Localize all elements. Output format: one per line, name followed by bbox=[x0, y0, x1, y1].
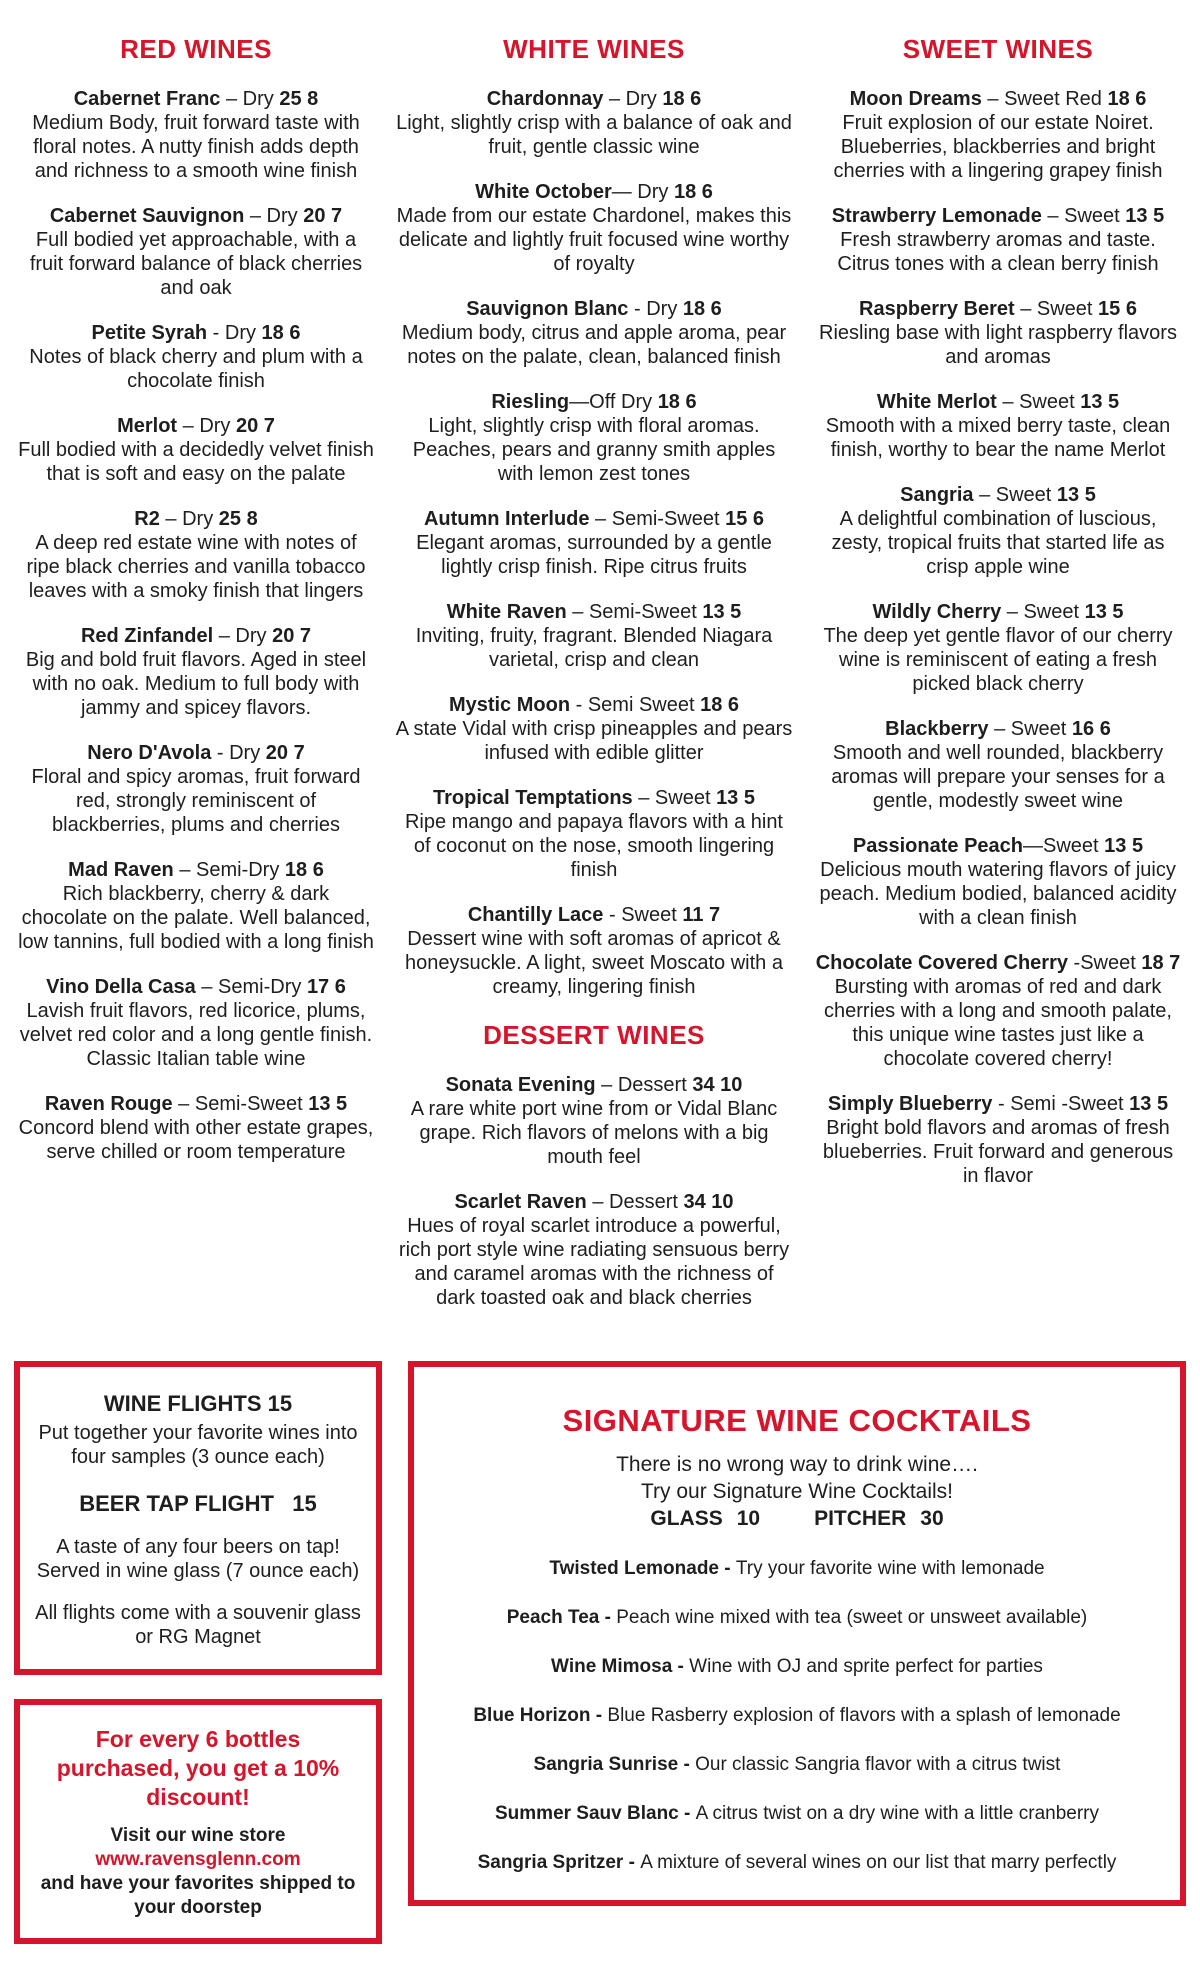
wine-title bbox=[18, 741, 374, 765]
beer-flight-title: BEER TAP FLIGHT 15 bbox=[79, 1491, 317, 1516]
column-white-wines bbox=[384, 34, 804, 1331]
wine-description: Hues of royal scarlet introduce a powerful, rich port style wine radiating sensuous berry and caramel aromas with the richness of dark toasted oak and black cherries bbox=[398, 1215, 790, 1309]
cocktail-name: Twisted Lemonade - bbox=[549, 1558, 736, 1579]
wine-item-chocolate-covered-cherry bbox=[814, 951, 1182, 1071]
wine-item-nero-d-avola bbox=[18, 741, 374, 837]
wine-description: Made from our estate Chardonel, makes this delicate and lightly fruit focused wine worthy of royalty bbox=[396, 205, 792, 275]
wine-description: Fruit explosion of our estate Noiret. Blueberries, blackberries and bright cherries with a lingering grapey finish bbox=[833, 112, 1163, 182]
wine-title bbox=[814, 951, 1182, 975]
wine-style: - Semi Sweet bbox=[570, 694, 701, 716]
wine-style: – Sweet bbox=[973, 484, 1057, 506]
wine-description: Light, slightly crisp with floral aromas. Peaches, pears and granny smith apples with lemon zest tones bbox=[412, 415, 776, 485]
wine-description: Full bodied yet approachable, with a fruit forward balance of black cherries and oak bbox=[29, 229, 363, 299]
wine-name: Raven Rouge bbox=[44, 1093, 173, 1115]
wine-title bbox=[394, 1073, 794, 1097]
wine-item-autumn-interlude bbox=[394, 507, 794, 579]
wine-title bbox=[18, 858, 374, 882]
cocktail-item-blue-horizon bbox=[428, 1704, 1166, 1727]
wine-title bbox=[18, 414, 374, 438]
discount-line-1: Visit our wine store bbox=[110, 1825, 286, 1846]
wine-title bbox=[394, 87, 794, 111]
wine-description: Rich blackberry, cherry & dark chocolate on the palate. Well balanced, low tannins, full bodied with a long finish bbox=[18, 883, 374, 953]
pitcher-price: 30 bbox=[920, 1507, 944, 1530]
wine-price: 13 5 bbox=[1129, 1093, 1169, 1115]
wine-title bbox=[814, 483, 1182, 507]
wine-style: – Dry bbox=[159, 508, 219, 530]
wine-description: Full bodied with a decidedly velvet finish that is soft and easy on the palate bbox=[18, 439, 374, 485]
section-heading-red-wines: RED WINES bbox=[120, 34, 272, 64]
wine-style: – Dry bbox=[244, 205, 304, 227]
wine-price: 18 6 bbox=[284, 859, 324, 881]
wine-name: White Merlot bbox=[876, 391, 997, 413]
wine-name: Autumn Interlude bbox=[423, 508, 590, 530]
wine-price: 20 7 bbox=[235, 415, 275, 437]
wine-price: 15 6 bbox=[725, 508, 765, 530]
wine-title bbox=[18, 624, 374, 648]
wine-style: —Sweet bbox=[1023, 835, 1105, 857]
wine-title bbox=[18, 321, 374, 345]
beer-flight-line2: Served in wine glass (7 ounce each) bbox=[36, 1560, 360, 1582]
wine-description: Notes of black cherry and plum with a chocolate finish bbox=[29, 346, 363, 392]
wine-description: Light, slightly crisp with a balance of oak and fruit, gentle classic wine bbox=[396, 112, 792, 158]
wine-description: Medium Body, fruit forward taste with floral notes. A nutty finish adds depth and richness to a smooth wine finish bbox=[32, 112, 360, 182]
wine-style: – Dry bbox=[213, 625, 273, 647]
cocktail-name: Sangria Sunrise - bbox=[533, 1754, 696, 1775]
wine-item-cabernet-franc bbox=[18, 87, 374, 183]
wine-name: Cabernet Franc bbox=[73, 88, 221, 110]
wine-style: – Dry bbox=[220, 88, 280, 110]
wine-price: 25 8 bbox=[218, 508, 258, 530]
wine-style: – Semi-Sweet bbox=[172, 1093, 309, 1115]
wine-name: Sonata Evening bbox=[445, 1074, 596, 1096]
wine-title bbox=[394, 693, 794, 717]
wine-description: Bursting with aromas of red and dark cherries with a long and smooth palate, this unique wine tastes just like a chocolate covered cherry! bbox=[824, 976, 1172, 1070]
wine-title bbox=[18, 204, 374, 228]
cocktails-heading: SIGNATURE WINE COCKTAILS bbox=[562, 1403, 1032, 1438]
wine-style: – Semi-Sweet bbox=[589, 508, 726, 530]
wine-description: Riesling base with light raspberry flavors and aromas bbox=[819, 322, 1177, 368]
wine-title bbox=[814, 204, 1182, 228]
wine-price: 18 6 bbox=[261, 322, 301, 344]
wine-item-red-zinfandel bbox=[18, 624, 374, 720]
wine-item-blackberry bbox=[814, 717, 1182, 813]
wine-name: White Raven bbox=[446, 601, 567, 623]
wine-name: Sauvignon Blanc bbox=[466, 298, 629, 320]
wine-name: Merlot bbox=[117, 415, 178, 437]
discount-line-2: and have your favorites shipped to your doorstep bbox=[40, 1873, 356, 1918]
discount-heading: For every 6 bottles purchased, you get a 10% discount! bbox=[56, 1726, 340, 1810]
wine-price: 13 5 bbox=[702, 601, 742, 623]
wine-description: Dessert wine with soft aromas of apricot & honeysuckle. A light, sweet Moscato with a creamy, lingering finish bbox=[405, 928, 783, 998]
wine-item-wildly-cherry bbox=[814, 600, 1182, 696]
cocktail-description: Peach wine mixed with tea (sweet or unsweet available) bbox=[616, 1607, 1088, 1628]
wine-price: 13 5 bbox=[1084, 601, 1124, 623]
cocktail-description: Wine with OJ and sprite perfect for parties bbox=[689, 1656, 1043, 1677]
wine-price: 20 7 bbox=[303, 205, 343, 227]
wine-price: 18 6 bbox=[700, 694, 740, 716]
wine-style: – Dessert bbox=[595, 1074, 693, 1096]
wine-item-mystic-moon bbox=[394, 693, 794, 765]
wine-name: Passionate Peach bbox=[852, 835, 1023, 857]
wine-item-white-raven bbox=[394, 600, 794, 672]
wine-item-simply-blueberry bbox=[814, 1092, 1182, 1188]
wine-item-white-october bbox=[394, 180, 794, 276]
cocktail-description: A mixture of several wines on our list that marry perfectly bbox=[640, 1852, 1117, 1873]
wine-price: 18 6 bbox=[673, 181, 713, 203]
wine-style: – Dessert bbox=[586, 1191, 684, 1213]
wine-item-sauvignon-blanc bbox=[394, 297, 794, 369]
wine-description: Smooth with a mixed berry taste, clean finish, worthy to bear the name Merlot bbox=[825, 415, 1171, 461]
wine-price: 25 8 bbox=[279, 88, 319, 110]
wine-item-petite-syrah bbox=[18, 321, 374, 393]
wine-price: 18 6 bbox=[657, 391, 697, 413]
wine-title bbox=[814, 717, 1182, 741]
wine-price: 13 5 bbox=[1125, 205, 1165, 227]
wine-name: Tropical Temptations bbox=[433, 787, 633, 809]
wine-style: – Sweet bbox=[1014, 298, 1099, 320]
wine-style: - Sweet bbox=[603, 904, 683, 926]
wine-style: - Dry bbox=[211, 742, 266, 764]
wine-style: – Semi-Dry bbox=[195, 976, 307, 998]
wine-description: Floral and spicy aromas, fruit forward red, strongly reminiscent of blackberries, plums and cherries bbox=[31, 766, 361, 836]
wine-style: —Off Dry bbox=[569, 391, 658, 413]
wine-item-chantilly-lace bbox=[394, 903, 794, 999]
wine-item-raven-rouge bbox=[18, 1092, 374, 1164]
wine-item-r2 bbox=[18, 507, 374, 603]
wine-style: – Sweet bbox=[1041, 205, 1126, 227]
wine-name: Blackberry bbox=[885, 718, 989, 740]
discount-box bbox=[14, 1699, 382, 1944]
cocktail-description: Try your favorite wine with lemonade bbox=[735, 1558, 1045, 1579]
wine-item-moon-dreams bbox=[814, 87, 1182, 183]
wine-item-sangria bbox=[814, 483, 1182, 579]
wine-price: 13 5 bbox=[308, 1093, 348, 1115]
cocktail-name: Blue Horizon - bbox=[473, 1705, 608, 1726]
column-red-wines bbox=[8, 34, 384, 1331]
wine-name: White October bbox=[475, 181, 612, 203]
cocktail-item-peach-tea bbox=[428, 1606, 1166, 1629]
wine-title bbox=[394, 390, 794, 414]
wine-name: R2 bbox=[134, 508, 160, 530]
wine-description: Concord blend with other estate grapes, serve chilled or room temperature bbox=[18, 1117, 374, 1163]
wine-name: Riesling bbox=[491, 391, 570, 413]
wine-flights-title: WINE FLIGHTS 15 bbox=[103, 1391, 293, 1416]
wine-name: Wildly Cherry bbox=[872, 601, 1002, 623]
wine-description: Lavish fruit flavors, red licorice, plums, velvet red color and a long gentle finish. Classic Italian table wine bbox=[19, 1000, 373, 1070]
wine-price: 20 7 bbox=[265, 742, 305, 764]
section-heading-sweet-wines: SWEET WINES bbox=[902, 34, 1094, 64]
wine-description: A rare white port wine from or Vidal Blanc grape. Rich flavors of melons with a big mouth feel bbox=[410, 1098, 778, 1168]
wine-name: Sangria bbox=[900, 484, 974, 506]
cocktail-description: Blue Rasberry explosion of flavors with a splash of lemonade bbox=[607, 1705, 1121, 1726]
wine-style: – Dry bbox=[177, 415, 236, 437]
cocktail-description: Our classic Sangria flavor with a citrus twist bbox=[695, 1754, 1061, 1775]
cocktails-prices bbox=[428, 1507, 1166, 1531]
wine-description: Delicious mouth watering flavors of juicy peach. Medium bodied, balanced acidity with a clean finish bbox=[819, 859, 1177, 929]
wine-name: Simply Blueberry bbox=[827, 1093, 993, 1115]
wine-style: – Sweet bbox=[996, 391, 1081, 413]
wine-item-sonata-evening bbox=[394, 1073, 794, 1169]
wine-style: – Sweet bbox=[988, 718, 1072, 740]
wine-name: Chantilly Lace bbox=[467, 904, 604, 926]
cocktail-item-summer-sauv-blanc bbox=[428, 1802, 1166, 1825]
cocktails-box bbox=[408, 1361, 1186, 1906]
glass-price: 10 bbox=[736, 1507, 761, 1530]
wine-price: 34 10 bbox=[683, 1191, 734, 1213]
wine-name: Strawberry Lemonade bbox=[831, 205, 1042, 227]
wine-price: 20 7 bbox=[272, 625, 312, 647]
wine-store-url: www.ravensglenn.com bbox=[95, 1849, 301, 1870]
wine-style: – Sweet Red bbox=[981, 88, 1108, 110]
cocktail-item-wine-mimosa bbox=[428, 1655, 1166, 1678]
wine-title bbox=[394, 507, 794, 531]
section-heading-white-wines: WHITE WINES bbox=[503, 34, 685, 64]
boxes-row bbox=[14, 1361, 1186, 1944]
cocktail-item-sangria-sunrise bbox=[428, 1753, 1166, 1776]
wine-title bbox=[814, 297, 1182, 321]
wine-style: -Sweet bbox=[1068, 952, 1142, 974]
wine-name: Petite Syrah bbox=[91, 322, 208, 344]
wine-name: Cabernet Sauvignon bbox=[49, 205, 245, 227]
cocktails-sub-1: There is no wrong way to drink wine…. bbox=[616, 1453, 978, 1476]
wine-item-passionate-peach bbox=[814, 834, 1182, 930]
wine-title bbox=[18, 507, 374, 531]
wine-description: Elegant aromas, surrounded by a gentle lightly crisp finish. Ripe citrus fruits bbox=[416, 532, 772, 578]
wine-price: 13 5 bbox=[1080, 391, 1120, 413]
wine-title bbox=[18, 87, 374, 111]
wine-description: Ripe mango and papaya flavors with a hint of coconut on the nose, smooth lingering finish bbox=[404, 811, 783, 881]
menu-columns bbox=[0, 34, 1200, 1331]
wine-style: - Semi -Sweet bbox=[992, 1093, 1130, 1115]
wine-item-tropical-temptations bbox=[394, 786, 794, 882]
cocktail-name: Summer Sauv Blanc - bbox=[495, 1803, 696, 1824]
cocktails-sub-2: Try our Signature Wine Cocktails! bbox=[641, 1480, 953, 1503]
wine-description: A delightful combination of luscious, zesty, tropical fruits that started life as crisp apple wine bbox=[831, 508, 1165, 578]
beer-flight-line1: A taste of any four beers on tap! bbox=[56, 1536, 340, 1558]
wine-name: Nero D'Avola bbox=[87, 742, 212, 764]
wine-style: – Semi-Dry bbox=[173, 859, 285, 881]
wine-price: 18 6 bbox=[662, 88, 702, 110]
cocktail-items bbox=[428, 1557, 1166, 1874]
wine-price: 15 6 bbox=[1098, 298, 1137, 320]
wine-title bbox=[18, 1092, 374, 1116]
wine-price: 17 6 bbox=[306, 976, 346, 998]
wine-style: – Sweet bbox=[1001, 601, 1085, 623]
flights-box bbox=[14, 1361, 382, 1675]
wine-style: – Dry bbox=[603, 88, 663, 110]
wine-item-raspberry-beret bbox=[814, 297, 1182, 369]
column-sweet-wines bbox=[804, 34, 1192, 1331]
wine-price: 18 6 bbox=[1107, 88, 1147, 110]
wine-item-vino-della-casa bbox=[18, 975, 374, 1071]
wine-title bbox=[814, 87, 1182, 111]
wine-style: - Dry bbox=[628, 298, 683, 320]
wine-price: 18 6 bbox=[682, 298, 722, 320]
wine-price: 34 10 bbox=[692, 1074, 743, 1096]
wine-item-chardonnay bbox=[394, 87, 794, 159]
cocktail-name: Peach Tea - bbox=[506, 1607, 617, 1628]
wine-description: Big and bold fruit flavors. Aged in steel with no oak. Medium to full body with jammy and spicey flavors. bbox=[25, 649, 367, 719]
flights-note: All flights come with a souvenir glass or RG Magnet bbox=[35, 1602, 361, 1648]
left-boxes bbox=[14, 1361, 382, 1944]
wine-name: Chocolate Covered Cherry bbox=[815, 952, 1068, 974]
wine-title bbox=[814, 390, 1182, 414]
wine-description: The deep yet gentle flavor of our cherry wine is reminiscent of eating a fresh picked black cherry bbox=[823, 625, 1173, 695]
wine-name: Scarlet Raven bbox=[454, 1191, 587, 1213]
wine-price: 13 5 bbox=[1056, 484, 1096, 506]
wine-name: Moon Dreams bbox=[849, 88, 982, 110]
wine-price: 16 6 bbox=[1071, 718, 1111, 740]
wine-description: Medium body, citrus and apple aroma, pear notes on the palate, clean, balanced finish bbox=[401, 322, 787, 368]
wine-name: Chardonnay bbox=[486, 88, 604, 110]
wine-title bbox=[814, 1092, 1182, 1116]
wine-item-cabernet-sauvignon bbox=[18, 204, 374, 300]
wine-title bbox=[394, 903, 794, 927]
cocktail-item-sangria-spritzer bbox=[428, 1851, 1166, 1874]
pitcher-label: PITCHER bbox=[814, 1507, 907, 1530]
wine-description: A deep red estate wine with notes of ripe black cherries and vanilla tobacco leaves with a smoky finish that lingers bbox=[26, 532, 366, 602]
wine-name: Vino Della Casa bbox=[46, 976, 196, 998]
wine-title bbox=[814, 600, 1182, 624]
wine-name: Red Zinfandel bbox=[80, 625, 214, 647]
wine-name: Raspberry Beret bbox=[859, 298, 1015, 320]
wine-item-white-merlot bbox=[814, 390, 1182, 462]
wine-description: Fresh strawberry aromas and taste. Citrus tones with a clean berry finish bbox=[837, 229, 1159, 275]
wine-description: Bright bold flavors and aromas of fresh blueberries. Fruit forward and generous in flavor bbox=[822, 1117, 1174, 1187]
wine-item-mad-raven bbox=[18, 858, 374, 954]
wine-item-strawberry-lemonade bbox=[814, 204, 1182, 276]
wine-style: – Semi-Sweet bbox=[566, 601, 703, 623]
wine-style: - Dry bbox=[207, 322, 262, 344]
wine-title bbox=[394, 297, 794, 321]
wine-description: Smooth and well rounded, blackberry aromas will prepare your senses for a gentle, modestly sweet wine bbox=[831, 742, 1165, 812]
wine-item-riesling bbox=[394, 390, 794, 486]
cocktail-name: Sangria Spritzer - bbox=[477, 1852, 641, 1873]
wine-flights-desc: Put together your favorite wines into four samples (3 ounce each) bbox=[38, 1422, 358, 1468]
wine-price: 13 5 bbox=[1104, 835, 1144, 857]
wine-price: 18 7 bbox=[1141, 952, 1181, 974]
wine-price: 13 5 bbox=[716, 787, 755, 809]
wine-title bbox=[814, 834, 1182, 858]
section-heading-dessert-wines: DESSERT WINES bbox=[483, 1020, 705, 1050]
wine-price: 11 7 bbox=[682, 904, 721, 926]
wine-description: Inviting, fruity, fragrant. Blended Niagara varietal, crisp and clean bbox=[415, 625, 773, 671]
wine-title bbox=[394, 180, 794, 204]
wine-title bbox=[394, 600, 794, 624]
cocktail-description: A citrus twist on a dry wine with a little cranberry bbox=[695, 1803, 1099, 1824]
wine-title bbox=[394, 1190, 794, 1214]
wine-item-scarlet-raven bbox=[394, 1190, 794, 1310]
wine-title bbox=[394, 786, 794, 810]
wine-name: Mad Raven bbox=[68, 859, 174, 881]
wine-title bbox=[18, 975, 374, 999]
glass-label: GLASS bbox=[650, 1507, 723, 1530]
cocktail-item-twisted-lemonade bbox=[428, 1557, 1166, 1580]
wine-name: Mystic Moon bbox=[448, 694, 571, 716]
cocktail-name: Wine Mimosa - bbox=[551, 1656, 690, 1677]
wine-style: – Sweet bbox=[632, 787, 717, 809]
wine-item-merlot bbox=[18, 414, 374, 486]
wine-description: A state Vidal with crisp pineapples and pears infused with edible glitter bbox=[395, 718, 793, 764]
wine-style: — Dry bbox=[611, 181, 674, 203]
